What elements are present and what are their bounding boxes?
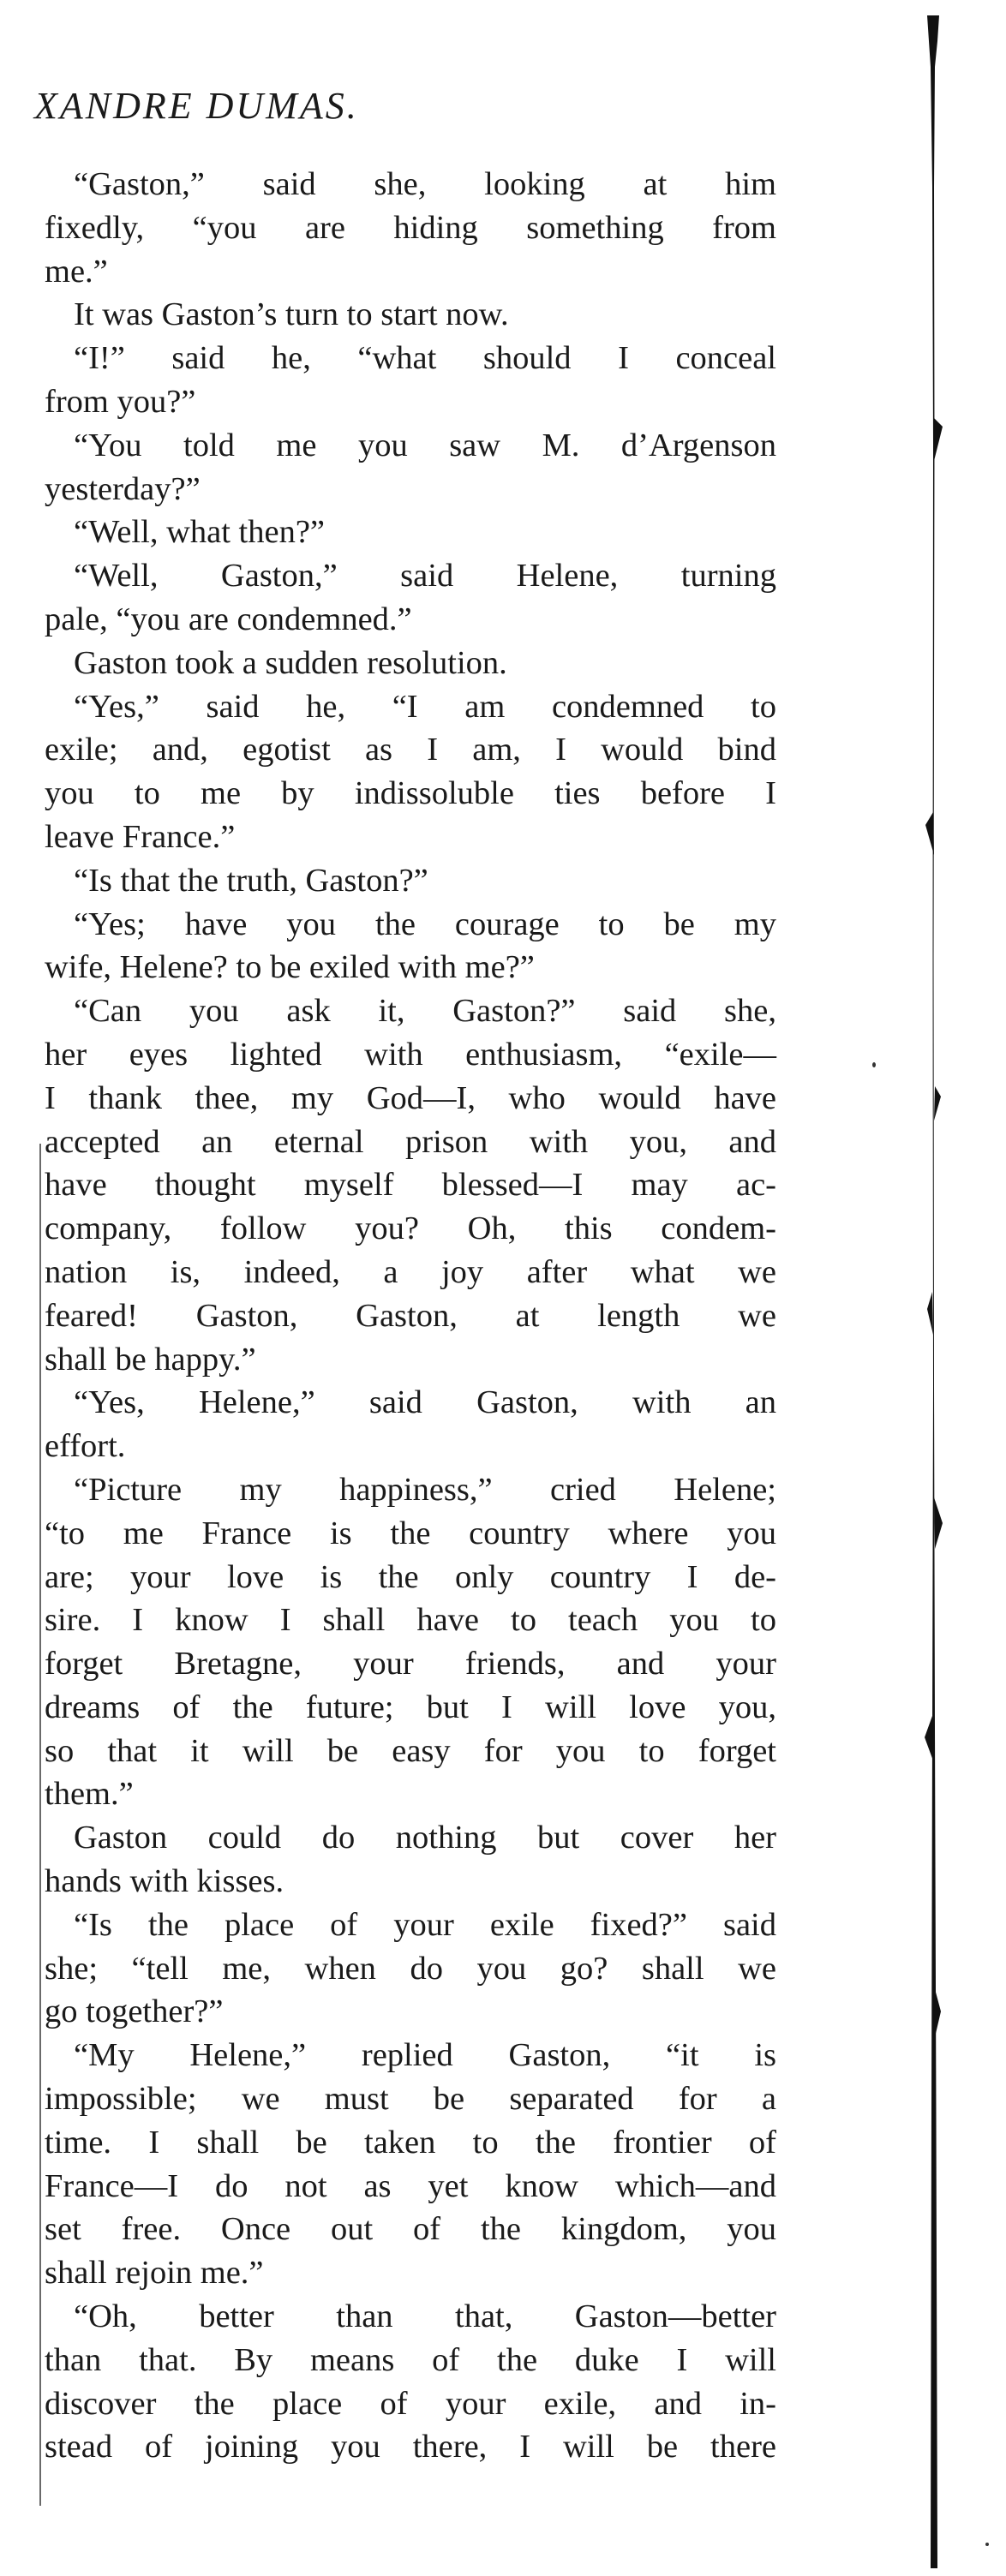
text-line: Gaston could do nothing but cover her [74,1820,776,1856]
text-line: “Can you ask it, Gaston?” said she, [74,993,776,1030]
text-line: she; “tell me, when do you go? shall we [45,1950,776,1987]
text-line: from you?” [45,383,196,420]
text-line: wife, Helene? to be exiled with me?” [45,949,535,986]
text-line: hands with kisses. [45,1863,284,1900]
text-line: discover the place of your exile, and in- [45,2385,776,2422]
text-line: “Picture my happiness,” cried Helene; [74,1471,776,1508]
text-line: “Yes; have you the courage to be my [74,905,776,942]
text-line: impossible; we must be separated for a [45,2081,776,2118]
text-line: forget Bretagne, your friends, and your [45,1646,776,1682]
print-speck [985,2543,989,2546]
text-line: nation is, indeed, a joy after what we [45,1253,776,1290]
left-margin-rule [39,1144,41,2506]
binding-edge-rule [924,15,944,2568]
text-line: Gaston took a sudden resolution. [74,644,507,681]
text-line: “You told me you saw M. d’Argenson [74,427,776,463]
print-speck [872,1062,876,1067]
text-line: fixedly, “you are hiding something from [45,209,776,246]
text-line: stead of joining you there, I will be there [45,2429,776,2465]
text-line: sire. I know I shall have to teach you to [45,1602,776,1639]
text-line: “Is that the truth, Gaston?” [74,862,428,899]
text-line: pale, “you are condemned.” [45,601,412,637]
text-line: “Yes, Helene,” said Gaston, with an [74,1384,776,1421]
text-line: leave France.” [45,818,236,855]
text-line: I thank thee, my God—I, who would have [45,1079,776,1116]
text-line: “I!” said he, “what should I conceal [74,340,776,377]
text-line: “Well, Gaston,” said Helene, turning [74,558,776,595]
text-line: time. I shall be taken to the frontier of [45,2124,776,2161]
text-line: “Yes,” said he, “I am condemned to [74,688,776,725]
text-line: “Gaston,” said she, looking at him [74,166,776,202]
body-text [45,163,776,2469]
text-line: dreams of the future; but I will love you, [45,1688,776,1725]
text-line: yesterday?” [45,470,201,507]
text-line: feared! Gaston, Gaston, at length we [45,1297,776,1334]
text-line: company, follow you? Oh, this condem- [45,1210,776,1247]
text-line: France—I do not as yet know which—and [45,2167,776,2204]
text-line: her eyes lighted with enthusiasm, “exile— [45,1036,776,1073]
text-line: me.” [45,253,108,290]
text-line: accepted an eternal prison with you, and [45,1123,776,1160]
text-line: have thought myself blessed—I may ac- [45,1167,776,1204]
text-line: shall be happy.” [45,1341,256,1378]
text-line: It was Gaston’s turn to start now. [74,296,509,333]
text-line: them.” [45,1776,134,1813]
running-head: XANDRE DUMAS. [34,85,359,127]
text-line: set free. Once out of the kingdom, you [45,2211,776,2248]
text-line: “to me France is the country where you [45,1515,776,1551]
text-line: go together?” [45,1993,224,2030]
text-line: “My Helene,” replied Gaston, “it is [74,2037,776,2074]
text-line: “Well, what then?” [74,514,325,551]
text-line: are; your love is the only country I de- [45,1558,776,1595]
text-line: “Is the place of your exile fixed?” said [74,1906,776,1943]
text-line: “Oh, better than that, Gaston—better [74,2298,776,2335]
text-line: exile; and, egotist as I am, I would bind [45,732,776,768]
text-line: than that. By means of the duke I will [45,2341,776,2378]
text-line: shall rejoin me.” [45,2255,264,2292]
text-line: you to me by indissoluble ties before I [45,775,776,812]
text-line: so that it will be easy for you to forget [45,1732,776,1769]
text-line: effort. [45,1428,126,1465]
